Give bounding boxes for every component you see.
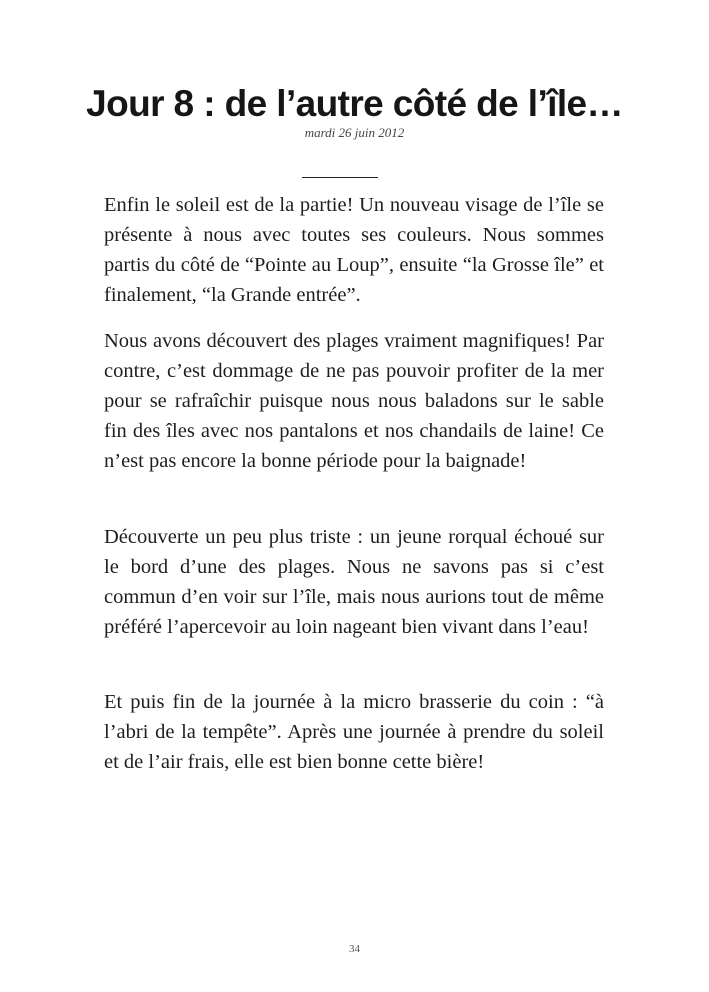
paragraph-4: Et puis fin de la journée à la micro brasserie du coin : “à l’abri de la tempête”. Après une journée à prendre du soleil et de l’air frais, elle est bien bonne cette bière! (104, 691, 604, 773)
paragraph-1: Enfin le soleil est de la partie! Un nouveau visage de l’île se présente à nous avec toutes ses couleurs. Nous sommes partis du côté de “Pointe au Loup”, ensuite “la Grosse île” et finalement, “la Grande entrée”. (104, 194, 604, 306)
page-number: 34 (349, 943, 360, 955)
title-divider (302, 177, 378, 178)
post-date: mardi 26 juin 2012 (304, 125, 405, 140)
paragraph-3: Découverte un peu plus triste : un jeune rorqual échoué sur le bord d’une des plages. Nous ne savons pas si c’est commun d’en voir sur l’île, mais nous aurions tout de même préféré l’apercevoir au loin nageant bien vivant dans l’eau! (104, 526, 604, 638)
paragraph-2: Nous avons découvert des plages vraiment magnifiques! Par contre, c’est dommage de ne pas pouvoir profiter de la mer pour se rafraîchir puisque nous nous baladons sur le sable fin des îles avec nos pantalons et nos chandails de laine! Ce n’est pas encore la bonne période pour la baignade! (104, 330, 604, 472)
page-title: Jour 8 : de l’autre côté de l’île… (86, 83, 623, 124)
